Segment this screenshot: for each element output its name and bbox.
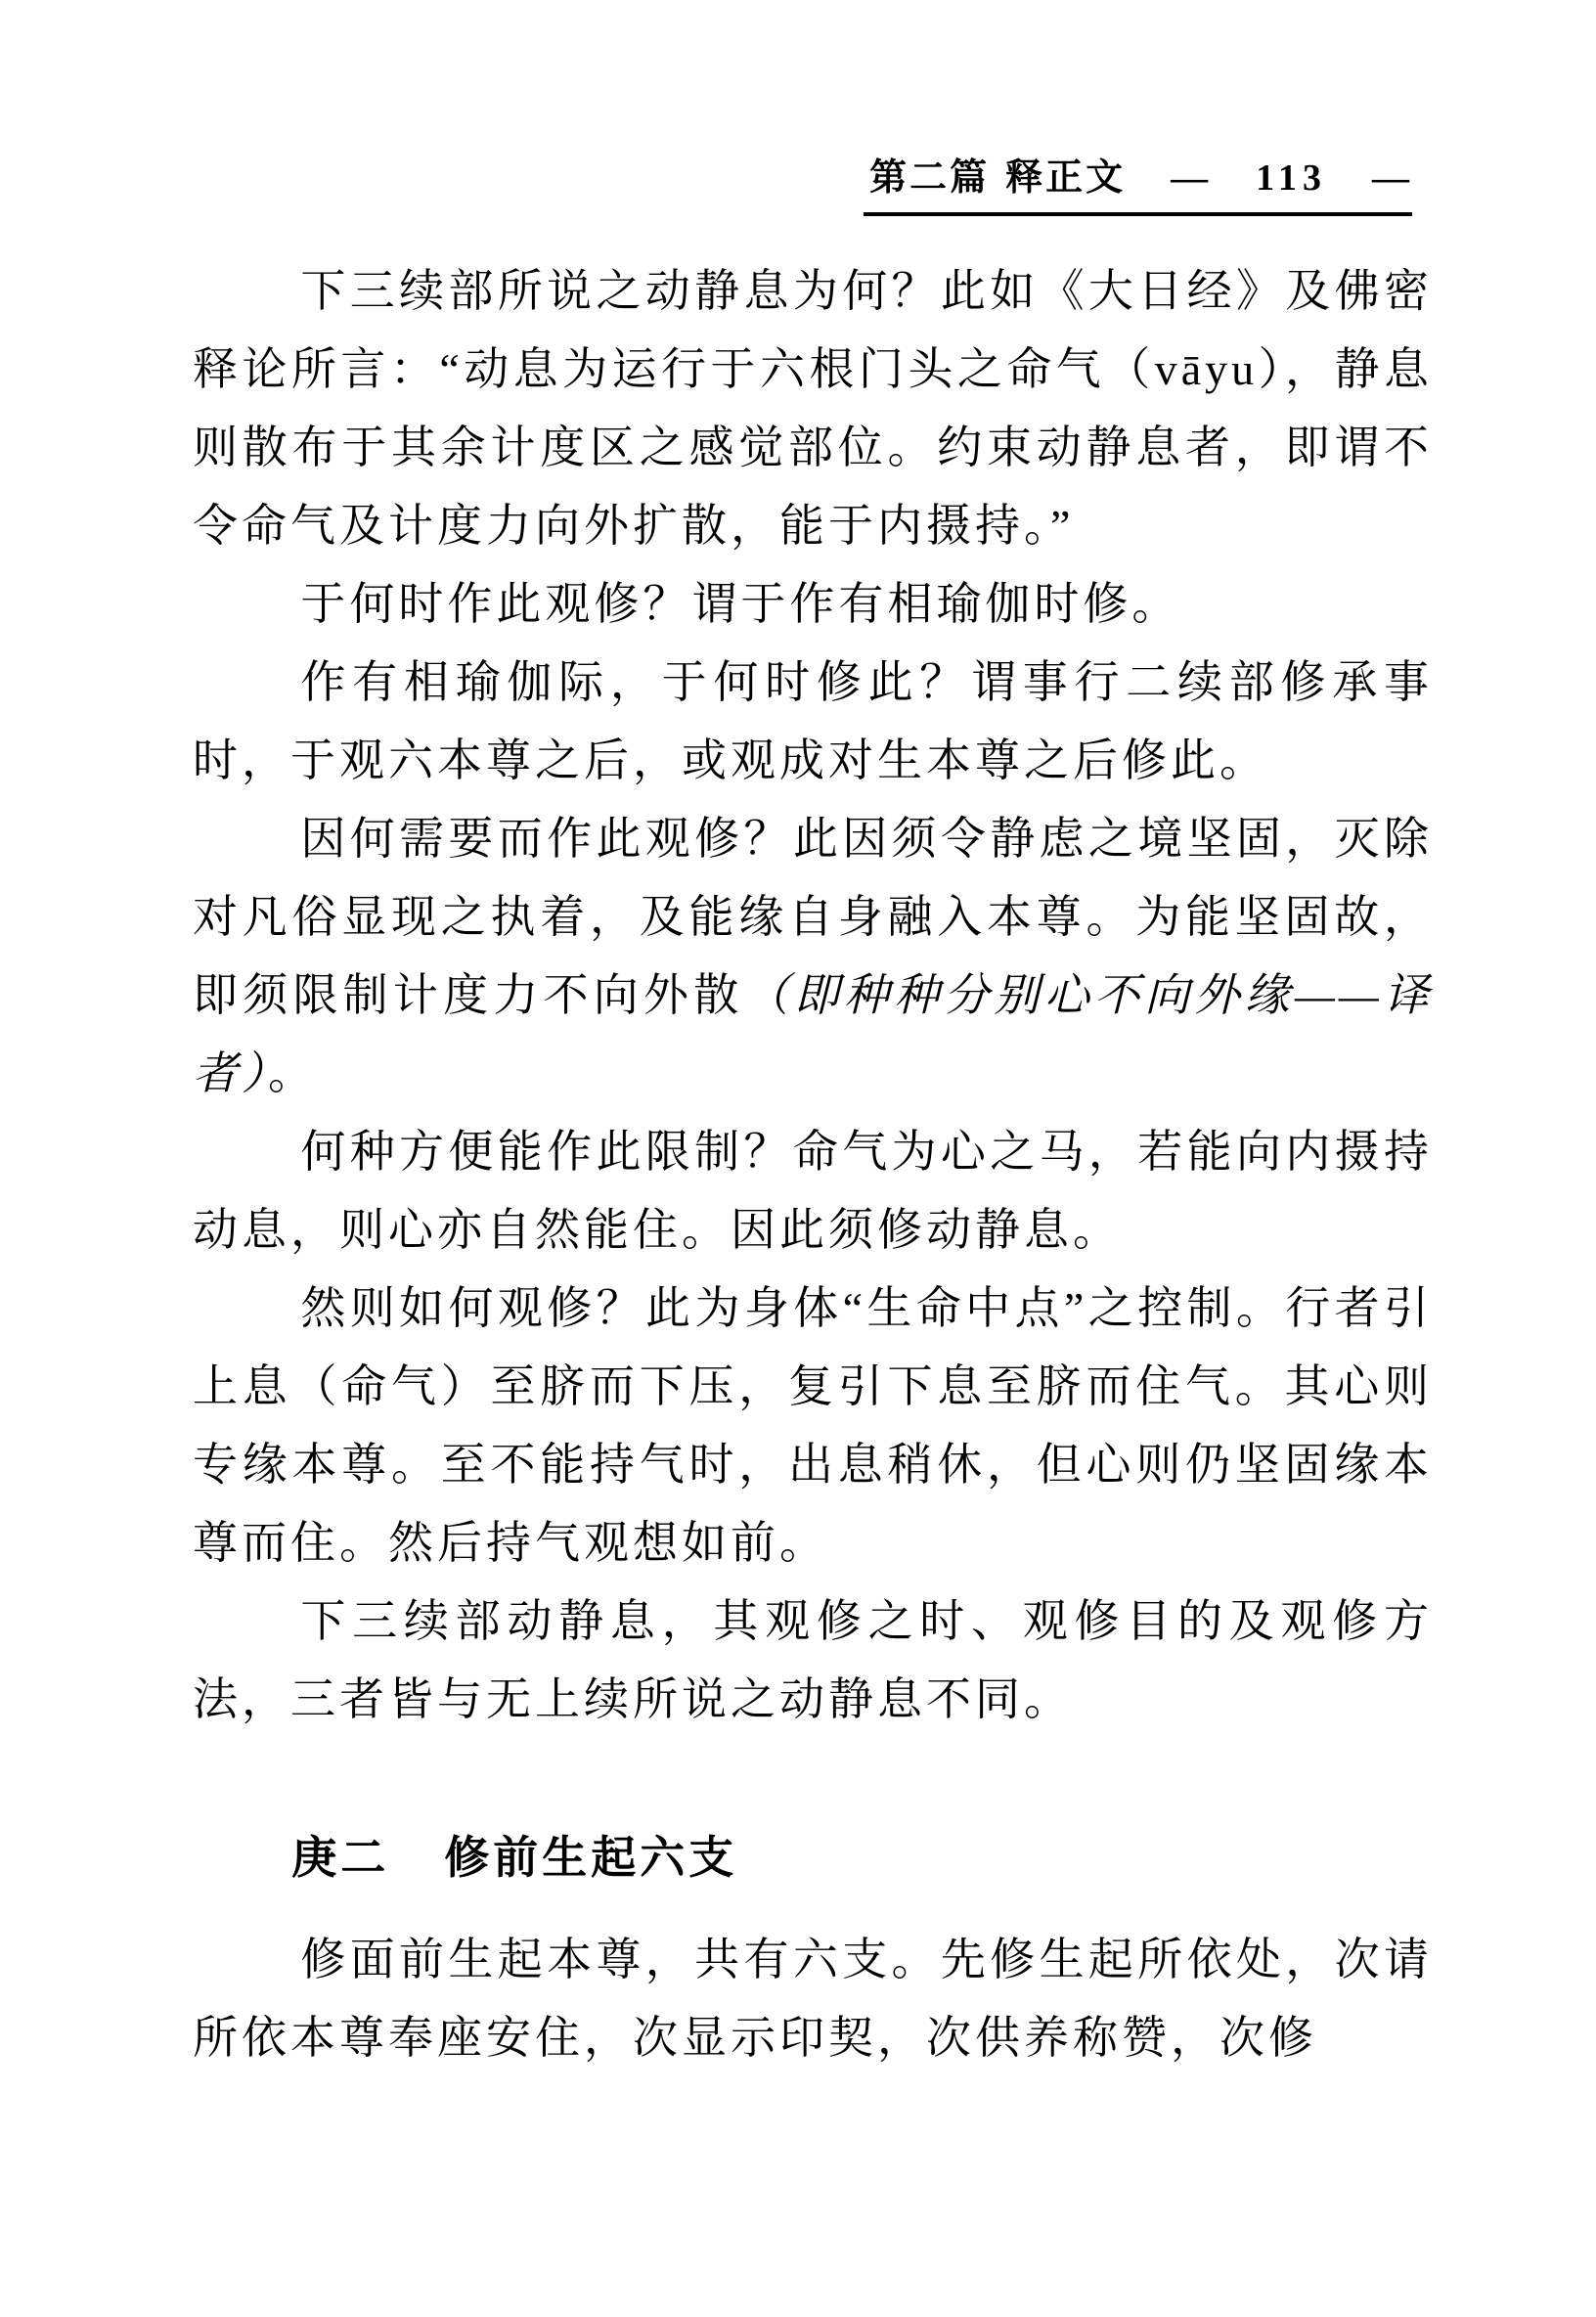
paragraph-1: 下三续部所说之动静息为何？此如《大日经》及佛密释论所言：“动息为运行于六根门头之命气（vāyu），静息则散布于其余计度区之感觉部位。约束动静息者，即谓不令命气及计度力向外扩散，能于内摄持。” bbox=[193, 266, 1433, 551]
paragraph-3: 作有相瑜伽际，于何时修此？谓事行二续部修承事时，于观六本尊之后，或观成对生本尊之后修此。 bbox=[193, 657, 1433, 785]
header-dash-right: — bbox=[1372, 157, 1412, 199]
header-section-label: 第二篇 bbox=[869, 157, 991, 199]
paragraph-7: 下三续部动静息，其观修之时、观修目的及观修方法，三者皆与无上续所说之动静息不同。 bbox=[193, 1596, 1433, 1724]
section-heading-number: 庚二 bbox=[291, 1833, 390, 1883]
header-title-label: 释正文 bbox=[1005, 157, 1127, 199]
paragraph-5: 何种方便能作此限制？命气为心之马，若能向内摄持动息，则心亦自然能住。因此须修动静息。 bbox=[193, 1127, 1433, 1255]
paragraph-4-translator-note: （即种种分别心不向外缘——译者） bbox=[193, 970, 1433, 1098]
paragraph-6: 然则如何观修？此为身体“生命中点”之控制。行者引上息（命气）至脐而下压，复引下息至脐而住气。其心则专缘本尊。至不能持气时，出息稍休，但心则仍坚固缘本尊而住。然后持气观想如前。 bbox=[193, 1283, 1433, 1568]
header-dash-left: — bbox=[1171, 157, 1212, 199]
section-heading bbox=[193, 1819, 1433, 1897]
section-heading-title: 修前生起六支 bbox=[444, 1833, 738, 1883]
paragraph-2: 于何时作此观修？谓于作有相瑜伽时修。 bbox=[300, 579, 1181, 629]
paragraph-8: 修面前生起本尊，共有六支。先修生起所依处，次请所依本尊奉座安住，次显示印契，次供养称赞，次修 bbox=[193, 1935, 1433, 2063]
paragraph-4-main-text: 因何需要而作此观修？此因须令静虑之境坚固，灭除对凡俗显现之执着，及能缘自身融入本尊。为能坚固故，即须限制计度力不向外散 bbox=[193, 814, 1433, 1020]
paragraph-4 bbox=[193, 800, 1433, 1113]
running-header bbox=[864, 147, 1412, 216]
header-page-number: 113 bbox=[1256, 157, 1327, 199]
paragraph-4-closing-period: 。 bbox=[268, 1048, 317, 1098]
page-body bbox=[193, 252, 1433, 2077]
